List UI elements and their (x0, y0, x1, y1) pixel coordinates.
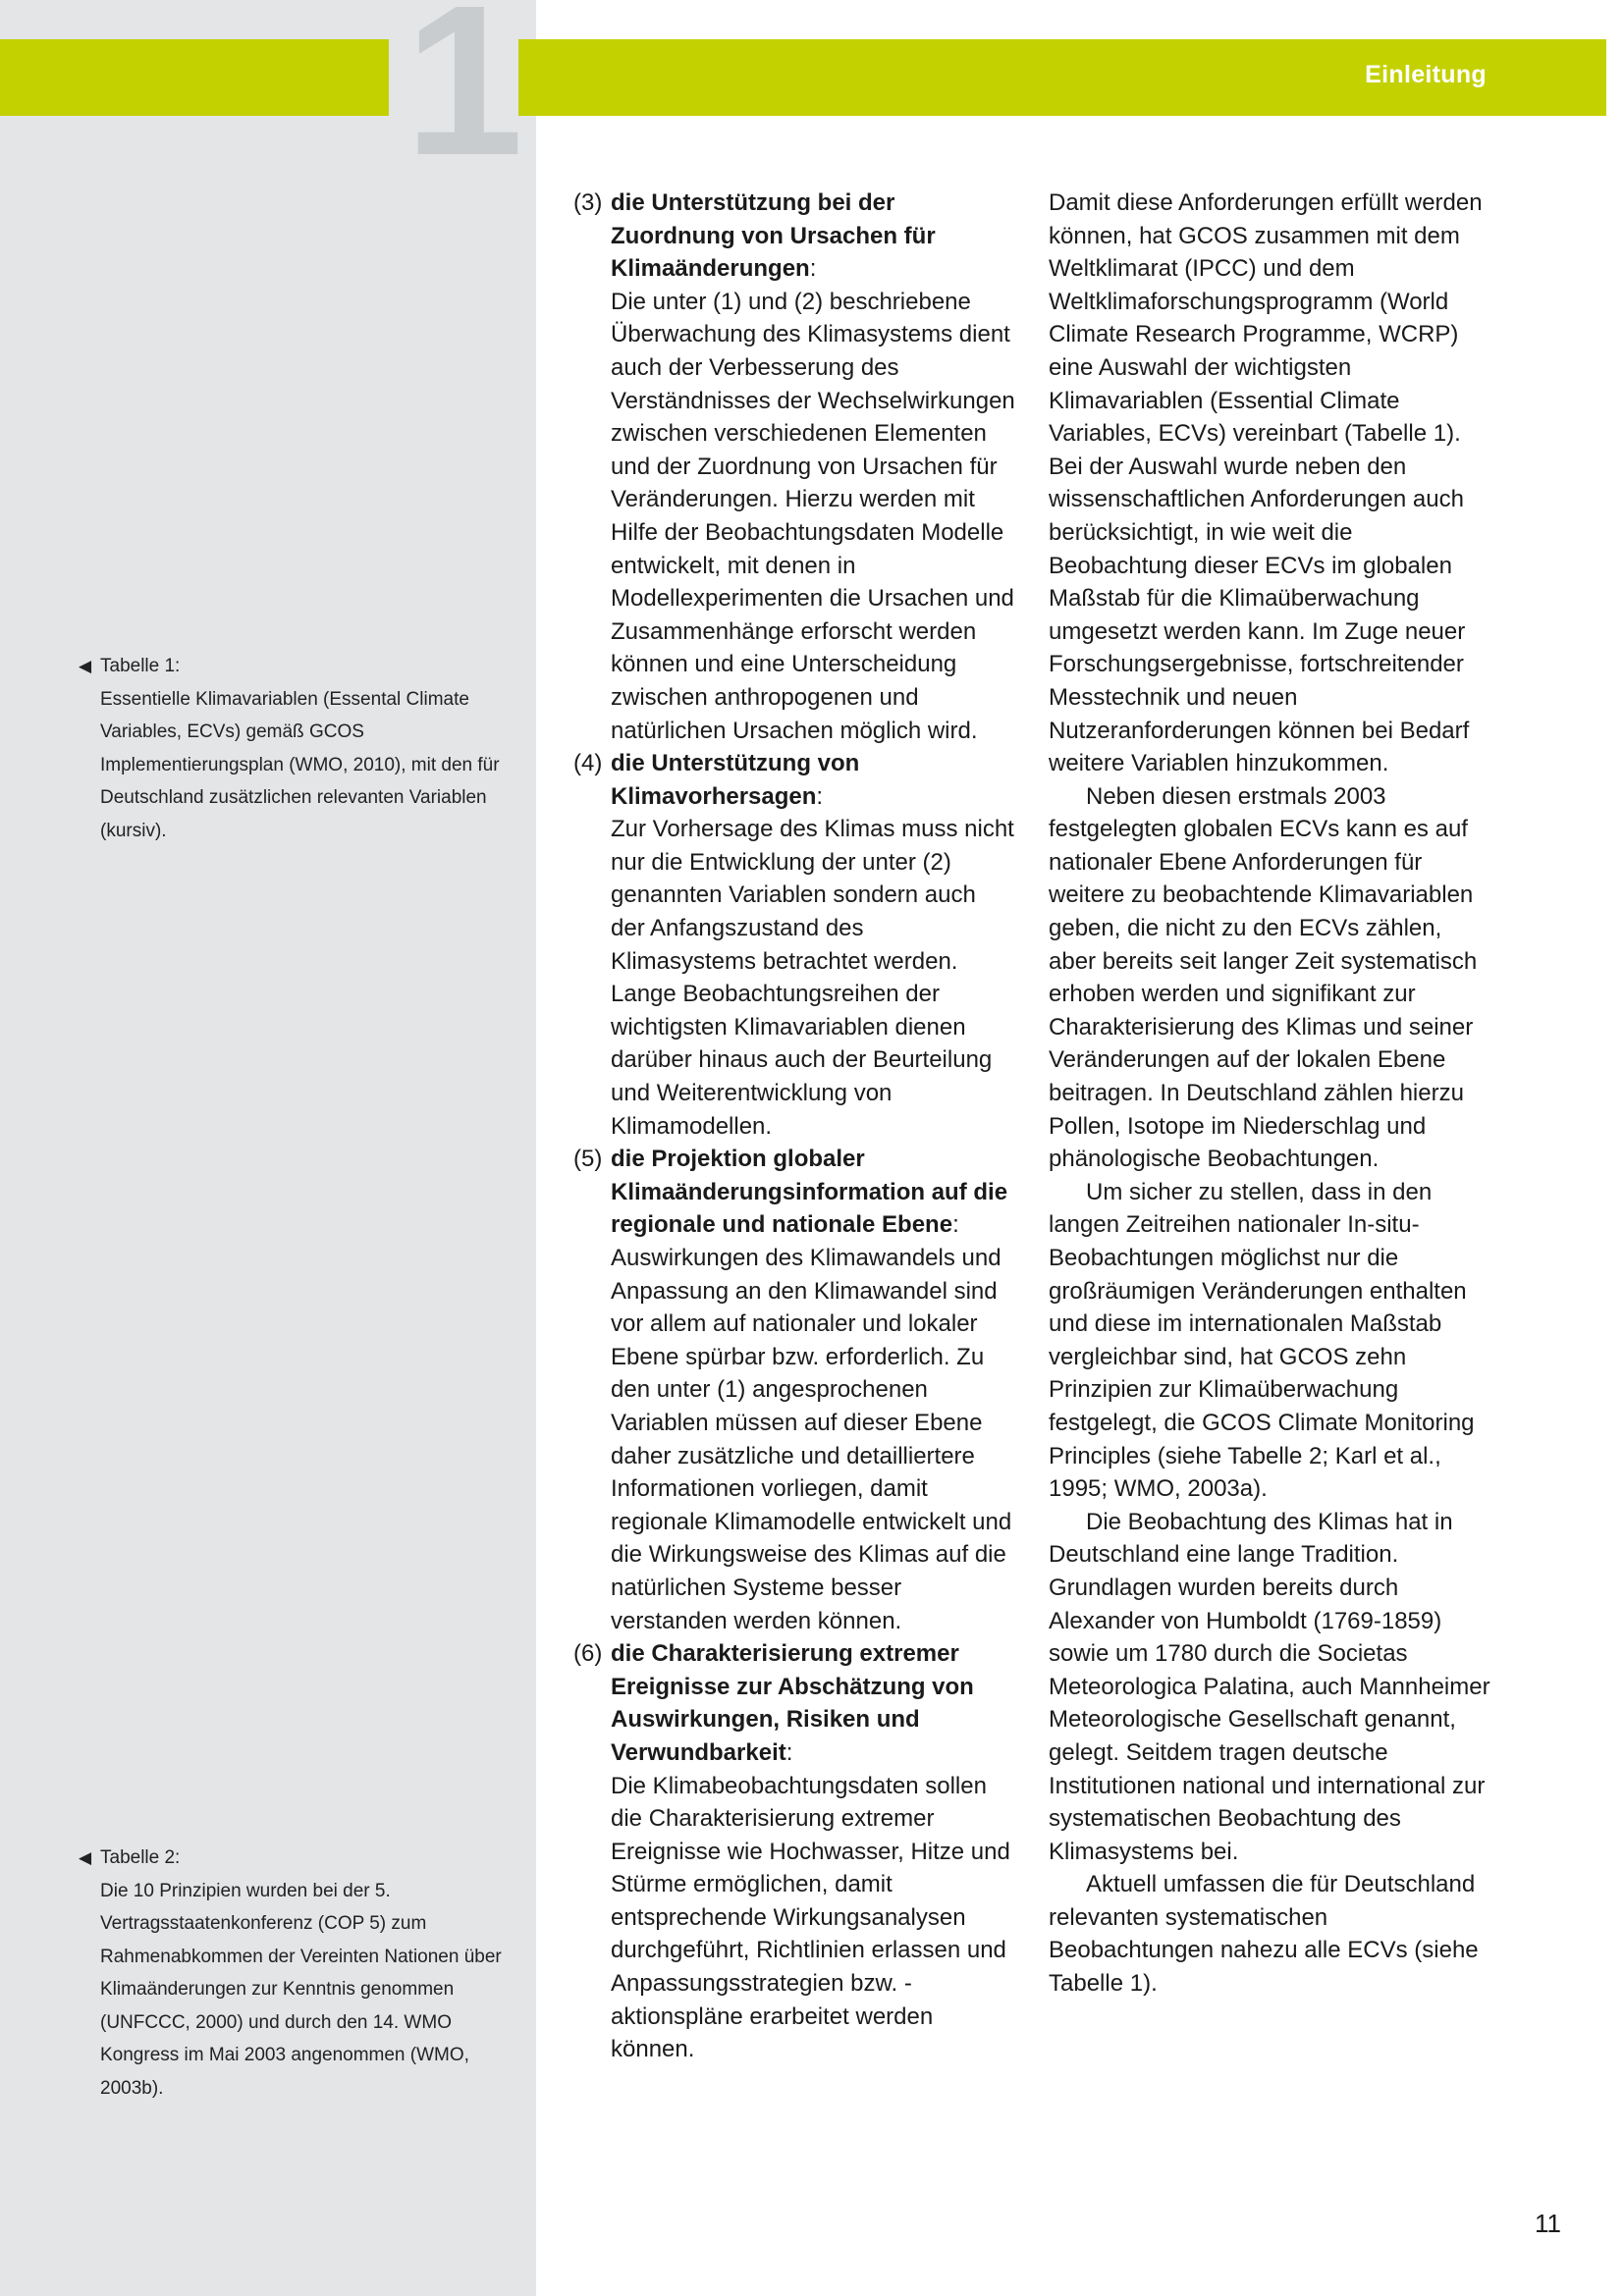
item-title: die Unterstützung bei der Zuordnung von Ursachen für Klimaänderungen (611, 189, 936, 283)
caption-text: Essentielle Klimavariablen (Essental Climate Variables, ECVs) gemäß GCOS Implementierungsplan (WMO, 2010), mit den für Deutschland zusätzlichen relevanten Variablen (kursiv). (100, 688, 500, 841)
page-number: 11 (1535, 2209, 1561, 2238)
item-title: die Projektion globaler Klimaänderungsinformation auf die regionale und nationale Ebene (611, 1146, 1008, 1239)
arrow-left-icon: ◀ (79, 657, 92, 675)
item-text: Auswirkungen des Klimawandels und Anpassung an den Klimawandel sind vor allem auf nationaler und lokaler Ebene spürbar bzw. erforderlich. Zu den unter (1) angesprochenen Variablen müssen auf dieser Ebene daher zusätzliche und detailliertere Informationen vorliegen, damit regionale Klimamodelle entwickelt und die Wirkungsweise des Klimas auf die natürlichen Systeme besser verstanden werden können. (611, 1245, 1012, 1634)
caption-tabelle-1 (79, 650, 530, 847)
caption-text: Die 10 Prinzipien wurden bei der 5. Vertragsstaatenkonferenz (COP 5) zum Rahmenabkommen der Vereinten Nationen über Klimaänderungen zur Kenntnis genommen (UNFCCC, 2000) und durch den 14. WMO Kongress im Mai 2003 angenommen (WMO, 2003b). (100, 1880, 502, 2099)
header-band-left (0, 39, 389, 116)
paragraph: Die Beobachtung des Klimas hat in Deutschland eine lange Tradition. Grundlagen wurden bereits durch Alexander von Humboldt (1769-1859) sowie um 1780 durch die Societas Meteorologica Palatina, auch Mannheimer Meteorologische Gesellschaft genannt, gelegt. Seitdem tragen deutsche Institutionen national und international zur systematischen Beobachtung des Klimasystems bei. (1049, 1508, 1490, 1865)
caption-tabelle-2 (79, 1842, 530, 2105)
paragraph: Damit diese Anforderungen erfüllt werden können, hat GCOS zusammen mit dem Weltklimarat (IPCC) und dem Weltklimaforschungsprogramm (World Climate Research Programme, WCRP) eine Auswahl der wichtigsten Klimavariablen (Essential Climate Variables, ECVs) vereinbart (Tabelle 1). Bei der Auswahl wurde neben den wissenschaftlichen Anforderungen auch berücksichtigt, in wie weit die Beobachtung dieser ECVs im globalen Maßstab für die Klimaüberwachung umgesetzt werden kann. Im Zuge neuer Forschungsergebnisse, fortschreitender Messtechnik und neuen Nutzeranforderungen können bei Bedarf weitere Variablen hinzukommen. (1049, 189, 1483, 777)
caption-label: Tabelle 2: (100, 1847, 181, 1868)
paragraph: Aktuell umfassen die für Deutschland relevanten systematischen Beobachtungen nahezu alle ECVs (siehe Tabelle 1). (1049, 1871, 1479, 1998)
list-item: (4) die Unterstützung von Klimavorhersagen: Zur Vorhersage des Klimas muss nicht nur die Entwicklung der unter (2) genannten Variablen sondern auch der Anfangszustand des Klimasystems betrachtet werden. Lange Beobachtungsreihen der wichtigsten Klimavariablen dienen darüber hinaus auch der Beurteilung und Weiterentwicklung von Klimamodellen. (573, 747, 1015, 1143)
paragraph: Neben diesen erstmals 2003 festgelegten globalen ECVs kann es auf nationaler Ebene Anforderungen für weitere zu beobachtende Klimavariablen geben, die nicht zu den ECVs zählen, aber bereits seit langer Zeit systematisch erhoben werden und signifikant zur Charakterisierung des Klimas und seiner Veränderungen auf der lokalen Ebene beitragen. In Deutschland zählen hierzu Pollen, Isotope im Niederschlag und phänologische Beobachtungen. (1049, 782, 1478, 1173)
item-text: Die Klimabeobachtungsdaten sollen die Charakterisierung extremer Ereignisse wie Hochwasser, Hitze und Stürme ermöglichen, damit entsprechende Wirkungsanalysen durchgeführt, Richtlinien erlassen und Anpassungsstrategien bzw. -aktionspläne erarbeitet werden können. (611, 1772, 1010, 2063)
item-number: (6) (573, 1640, 603, 1668)
caption-label: Tabelle 1: (100, 656, 181, 676)
item-number: (3) (573, 189, 603, 216)
item-title: die Charakterisierung extremer Ereignisse zur Abschätzung von Auswirkungen, Risiken und Verwundbarkeit (611, 1640, 974, 1766)
item-text: Die unter (1) und (2) beschriebene Überwachung des Klimasystems dient auch der Verbesserung des Verständnisses der Wechselwirkungen zwischen verschiedenen Elementen und der Zuordnung von Ursachen für Veränderungen. Hierzu werden mit Hilfe der Beobachtungsdaten Modelle entwickelt, mit denen in Modellexperimenten die Ursachen und Zusammenhänge erforscht werden können und eine Unterscheidung zwischen anthropogenen und natürlichen Ursachen möglich wird. (611, 288, 1015, 744)
section-title: Einleitung (1365, 61, 1487, 88)
middle-column (573, 187, 1015, 2066)
paragraph: Um sicher zu stellen, dass in den langen Zeitreihen nationaler In-situ-Beobachtungen möglichst nur die großräumigen Veränderungen enthalten und diese im internationalen Maßstab vergleichbar sind, hat GCOS zehn Prinzipien zur Klimaüberwachung festgelegt, die GCOS Climate Monitoring Principles (siehe Tabelle 2; Karl et al., 1995; WMO, 2003a). (1049, 1178, 1475, 1503)
item-number: (4) (573, 750, 603, 777)
list-item: (5) die Projektion globaler Klimaänderungsinformation auf die regionale und nationale Ebene: Auswirkungen des Klimawandels und Anpassung an den Klimawandel sind vor allem auf nationaler und lokaler Ebene spürbar bzw. erforderlich. Zu den unter (1) angesprochenen Variablen müssen auf dieser Ebene daher zusätzliche und detailliertere Informationen vorliegen, damit regionale Klimamodelle entwickelt und die Wirkungsweise des Klimas auf die natürlichen Systeme besser verstanden werden können. (573, 1143, 1015, 1637)
right-column (1049, 187, 1490, 2001)
arrow-left-icon: ◀ (79, 1848, 92, 1867)
chapter-number: 1 (405, 0, 524, 200)
list-item: (3) die Unterstützung bei der Zuordnung von Ursachen für Klimaänderungen: Die unter (1) und (2) beschriebene Überwachung des Klimasystems dient auch der Verbesserung des Verständnisses der Wechselwirkungen zwischen verschiedenen Elementen und der Zuordnung von Ursachen für Veränderungen. Hierzu werden mit Hilfe der Beobachtungsdaten Modelle entwickelt, mit denen in Modellexperimenten die Ursachen und Zusammenhänge erforscht werden können und eine Unterscheidung zwischen anthropogenen und natürlichen Ursachen möglich wird. (573, 187, 1015, 747)
list-item: (6) die Charakterisierung extremer Ereignisse zur Abschätzung von Auswirkungen, Risiken und Verwundbarkeit: Die Klimabeobachtungsdaten sollen die Charakterisierung extremer Ereignisse wie Hochwasser, Hitze und Stürme ermöglichen, damit entsprechende Wirkungsanalysen durchgeführt, Richtlinien erlassen und Anpassungsstrategien bzw. -aktionspläne erarbeitet werden können. (573, 1637, 1015, 2066)
item-number: (5) (573, 1146, 603, 1173)
item-title: die Unterstützung von Klimavorhersagen (611, 750, 860, 810)
item-text: Zur Vorhersage des Klimas muss nicht nur die Entwicklung der unter (2) genannten Variablen sondern auch der Anfangszustand des Klimasystems betrachtet werden. Lange Beobachtungsreihen der wichtigsten Klimavariablen dienen darüber hinaus auch der Beurteilung und Weiterentwicklung von Klimamodellen. (611, 816, 1014, 1140)
